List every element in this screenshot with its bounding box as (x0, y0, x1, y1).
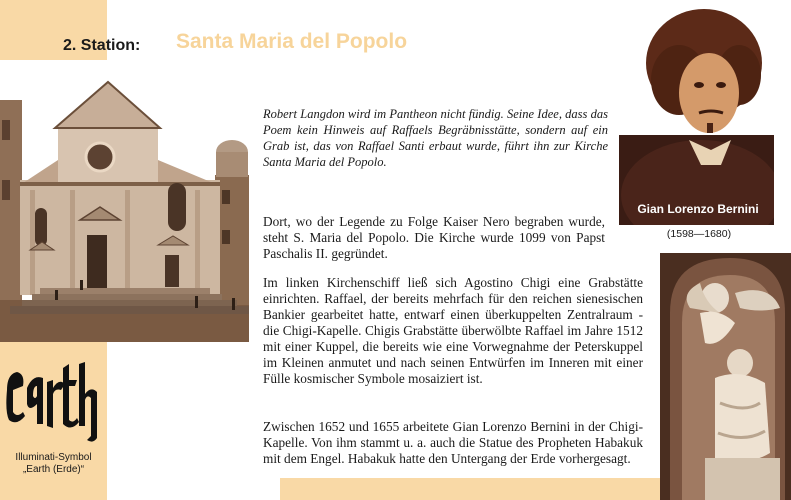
habakkuk-statue-photo (660, 253, 791, 500)
ambigram-caption-line2: „Earth (Erde)“ (22, 464, 85, 475)
ambigram-caption-line1: Illuminati-Symbol (15, 452, 92, 463)
ambigram-caption (0, 452, 107, 476)
paragraph-bernini: Zwischen 1652 und 1655 arbeitete Gian Lorenzo Bernini in der Chigi-Kapelle. Von ihm stammt u. a. auch die Statue des Propheten Habakuk mit dem Engel. Habakuk hatte den Untergang der Erde vorhergesagt. (263, 419, 643, 466)
paragraph-chigi-chapel: Im linken Kirchenschiff ließ sich Agostino Chigi eine Grabstätte einrichten. Raffael, der bereits mehrfach für den reichen sienesischen Bankier gearbeitet hatte, entwarf einen überkuppelten Zentralraum - die Chigi-Kapelle. Chigis Grabstätte überwölbte Raffael im Jahre 1512 mit einer Kuppel, die bereits wie eine Vorwegnahme der Peterskuppel im Kleinen anmutet und nach seinen Entwürfen im Inneren mit einer Fülle kosmischer Symbole mosaiziert ist. (263, 275, 643, 386)
station-label: 2. Station: (63, 37, 141, 54)
page-title: Santa Maria del Popolo (176, 30, 408, 53)
earth-ambigram-icon (3, 360, 99, 446)
paragraph-history: Dort, wo der Legende zu Folge Kaiser Nero begraben wurde, steht S. Maria del Popolo. Die Kirche wurde 1099 von Papst Paschalis II. gegründet. (263, 214, 605, 261)
portrait-dates: (1598—1680) (666, 228, 732, 240)
bernini-portrait (619, 5, 774, 225)
bottom-accent-bar (280, 478, 678, 500)
portrait-caption: Gian Lorenzo Bernini (637, 202, 759, 216)
intro-paragraph: Robert Langdon wird im Pantheon nicht fündig. Seine Idee, dass das Poem kein Hinweis auf Raffaels Begräbnisstätte, sondern auf ein Grab ist, das von Raffael Santi erbaut wurde, führt ihn zur Kirche Santa Maria del Popolo. (263, 107, 608, 169)
church-photo (0, 60, 249, 342)
